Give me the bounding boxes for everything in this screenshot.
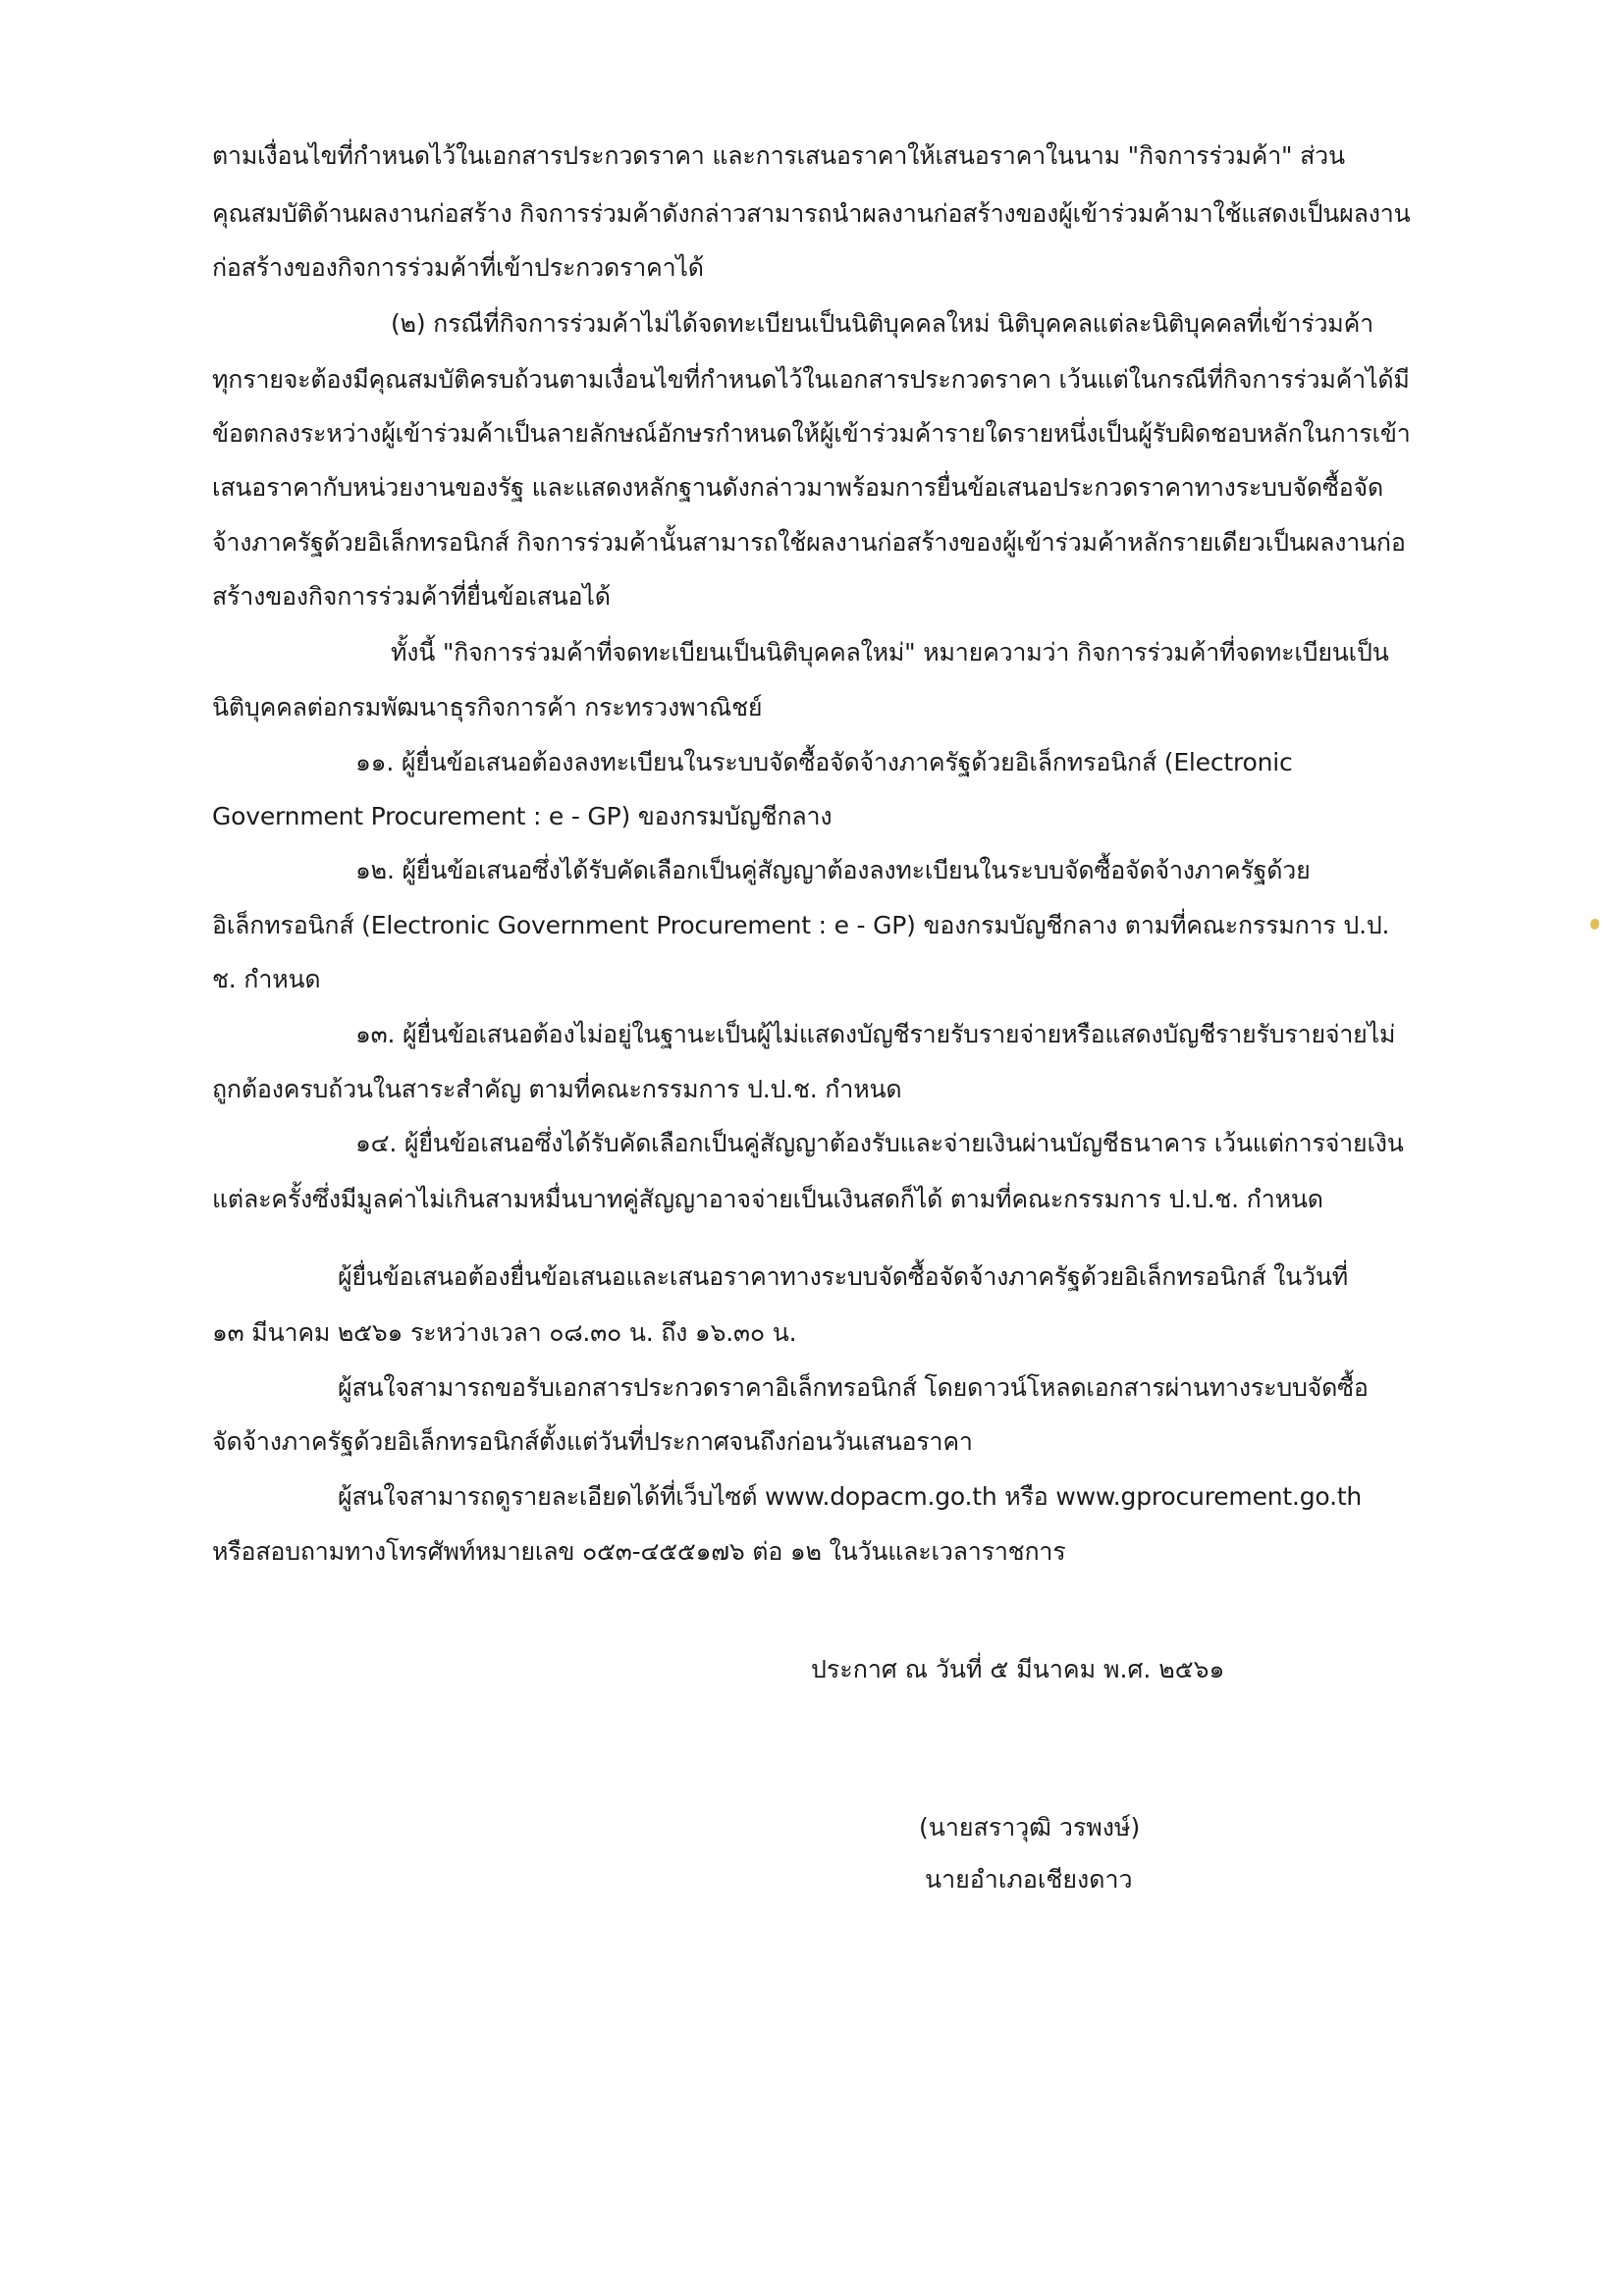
text-line: นิติบุคคลต่อกรมพัฒนาธุรกิจการค้า กระทรวงพาณิชย์ [212, 693, 763, 721]
text-line: เสนอราคากับหน่วยงานของรัฐ และแสดงหลักฐานดังกล่าวมาพร้อมการยื่นข้อเสนอประกวดราคาทางระบบจัดซื้อจัด [212, 473, 1384, 502]
text-line: หรือสอบถามทางโทรศัพท์หมายเลข ๐๕๓-๔๕๕๑๗๖ ต่อ ๑๒ ในวันและเวลาราชการ [212, 1537, 1066, 1566]
text-line: จ้างภาครัฐด้วยอิเล็กทรอนิกส์ กิจการร่วมค้านั้นสามารถใช้ผลงานก่อสร้างของผู้เข้าร่วมค้าหลักรายเดียวเป็นผลงานก่อ [212, 528, 1406, 557]
text-line: ผู้สนใจสามารถขอรับเอกสารประกวดราคาอิเล็กทรอนิกส์ โดยดาวน์โหลดเอกสารผ่านทางระบบจัดซื้อ [338, 1373, 1369, 1402]
text-line: ๑๔. ผู้ยื่นข้อเสนอซึ่งได้รับคัดเลือกเป็นคู่สัญญาต้องรับและจ่ายเงินผ่านบัญชีธนาคาร เว้นแต่การจ่ายเงิน [355, 1129, 1404, 1157]
text-line: ตามเงื่อนไขที่กำหนดไว้ในเอกสารประกวดราคา และการเสนอราคาให้เสนอราคาในนาม "กิจการร่วมค้า" ส่วน [212, 141, 1345, 170]
text-line: ทุกรายจะต้องมีคุณสมบัติครบถ้วนตามเงื่อนไขที่กำหนดไว้ในเอกสารประกวดราคา เว้นแต่ในกรณีที่กิจการร่วมค้าได้มี [212, 365, 1410, 394]
text-line: ๑๒. ผู้ยื่นข้อเสนอซึ่งได้รับคัดเลือกเป็นคู่สัญญาต้องลงทะเบียนในระบบจัดซื้อจัดจ้างภาครัฐด้วย [355, 856, 1311, 884]
text-line: ข้อตกลงระหว่างผู้เข้าร่วมค้าเป็นลายลักษณ์อักษรกำหนดให้ผู้เข้าร่วมค้ารายใดรายหนึ่งเป็นผู้รับผิดชอบหลักในการเข้า [212, 419, 1411, 448]
text-line: สร้างของกิจการร่วมค้าที่ยื่นข้อเสนอได้ [212, 582, 611, 611]
text-line: ทั้งนี้ "กิจการร่วมค้าที่จดทะเบียนเป็นนิติบุคคลใหม่" หมายความว่า กิจการร่วมค้าที่จดทะเบียนเป็น [391, 638, 1389, 667]
text-line: คุณสมบัติด้านผลงานก่อสร้าง กิจการร่วมค้าดังกล่าวสามารถนำผลงานก่อสร้างของผู้เข้าร่วมค้ามาใช้แสดงเป็นผลงาน [212, 199, 1411, 228]
text-line: Government Procurement : e - GP) ของกรมบัญชีกลาง [212, 802, 833, 830]
text-line: ๑๑. ผู้ยื่นข้อเสนอต้องลงทะเบียนในระบบจัดซื้อจัดจ้างภาครัฐด้วยอิเล็กทรอนิกส์ (Electronic [355, 748, 1293, 776]
text-line: จัดจ้างภาครัฐด้วยอิเล็กทรอนิกส์ตั้งแต่วันที่ประกาศจนถึงก่อนวันเสนอราคา [212, 1427, 973, 1456]
text-line: แต่ละครั้งซึ่งมีมูลค่าไม่เกินสามหมื่นบาทคู่สัญญาอาจจ่ายเป็นเงินสดก็ได้ ตามที่คณะกรรมการ ป.ป.ช. กำหนด [212, 1185, 1323, 1213]
signatory-name: (นายสราวุฒิ วรพงษ์) [919, 1813, 1141, 1842]
text-line: (๒) กรณีที่กิจการร่วมค้าไม่ได้จดทะเบียนเป็นนิติบุคคลใหม่ นิติบุคคลแต่ละนิติบุคคลที่เข้าร่วมค้า [391, 309, 1373, 338]
text-line: อิเล็กทรอนิกส์ (Electronic Government Procurement : e - GP) ของกรมบัญชีกลาง ตามที่คณะกรรมการ ป.ป. [212, 911, 1390, 939]
text-line: ผู้สนใจสามารถดูรายละเอียดได้ที่เว็บไซต์ www.dopacm.go.th หรือ www.gprocurement.go.th [338, 1482, 1363, 1511]
text-line: ถูกต้องครบถ้วนในสาระสำคัญ ตามที่คณะกรรมการ ป.ป.ช. กำหนด [212, 1075, 902, 1103]
text-line: ๑๓. ผู้ยื่นข้อเสนอต้องไม่อยู่ในฐานะเป็นผู้ไม่แสดงบัญชีรายรับรายจ่ายหรือแสดงบัญชีรายรับรายจ่ายไม่ [355, 1020, 1396, 1048]
scan-speck [1590, 919, 1599, 930]
announcement-date: ประกาศ ณ วันที่ ๕ มีนาคม พ.ศ. ๒๕๖๑ [811, 1655, 1225, 1683]
text-line: ผู้ยื่นข้อเสนอต้องยื่นข้อเสนอและเสนอราคาทางระบบจัดซื้อจัดจ้างภาครัฐด้วยอิเล็กทรอนิกส์ ในวันที่ [338, 1262, 1349, 1291]
text-line: ช. กำหนด [212, 965, 321, 993]
text-line: ๑๓ มีนาคม ๒๕๖๑ ระหว่างเวลา ๐๘.๓๐ น. ถึง ๑๖.๓๐ น. [212, 1318, 797, 1347]
text-line: ก่อสร้างของกิจการร่วมค้าที่เข้าประกวดราคาได้ [212, 253, 704, 282]
signatory-position: นายอำเภอเชียงดาว [925, 1865, 1133, 1894]
